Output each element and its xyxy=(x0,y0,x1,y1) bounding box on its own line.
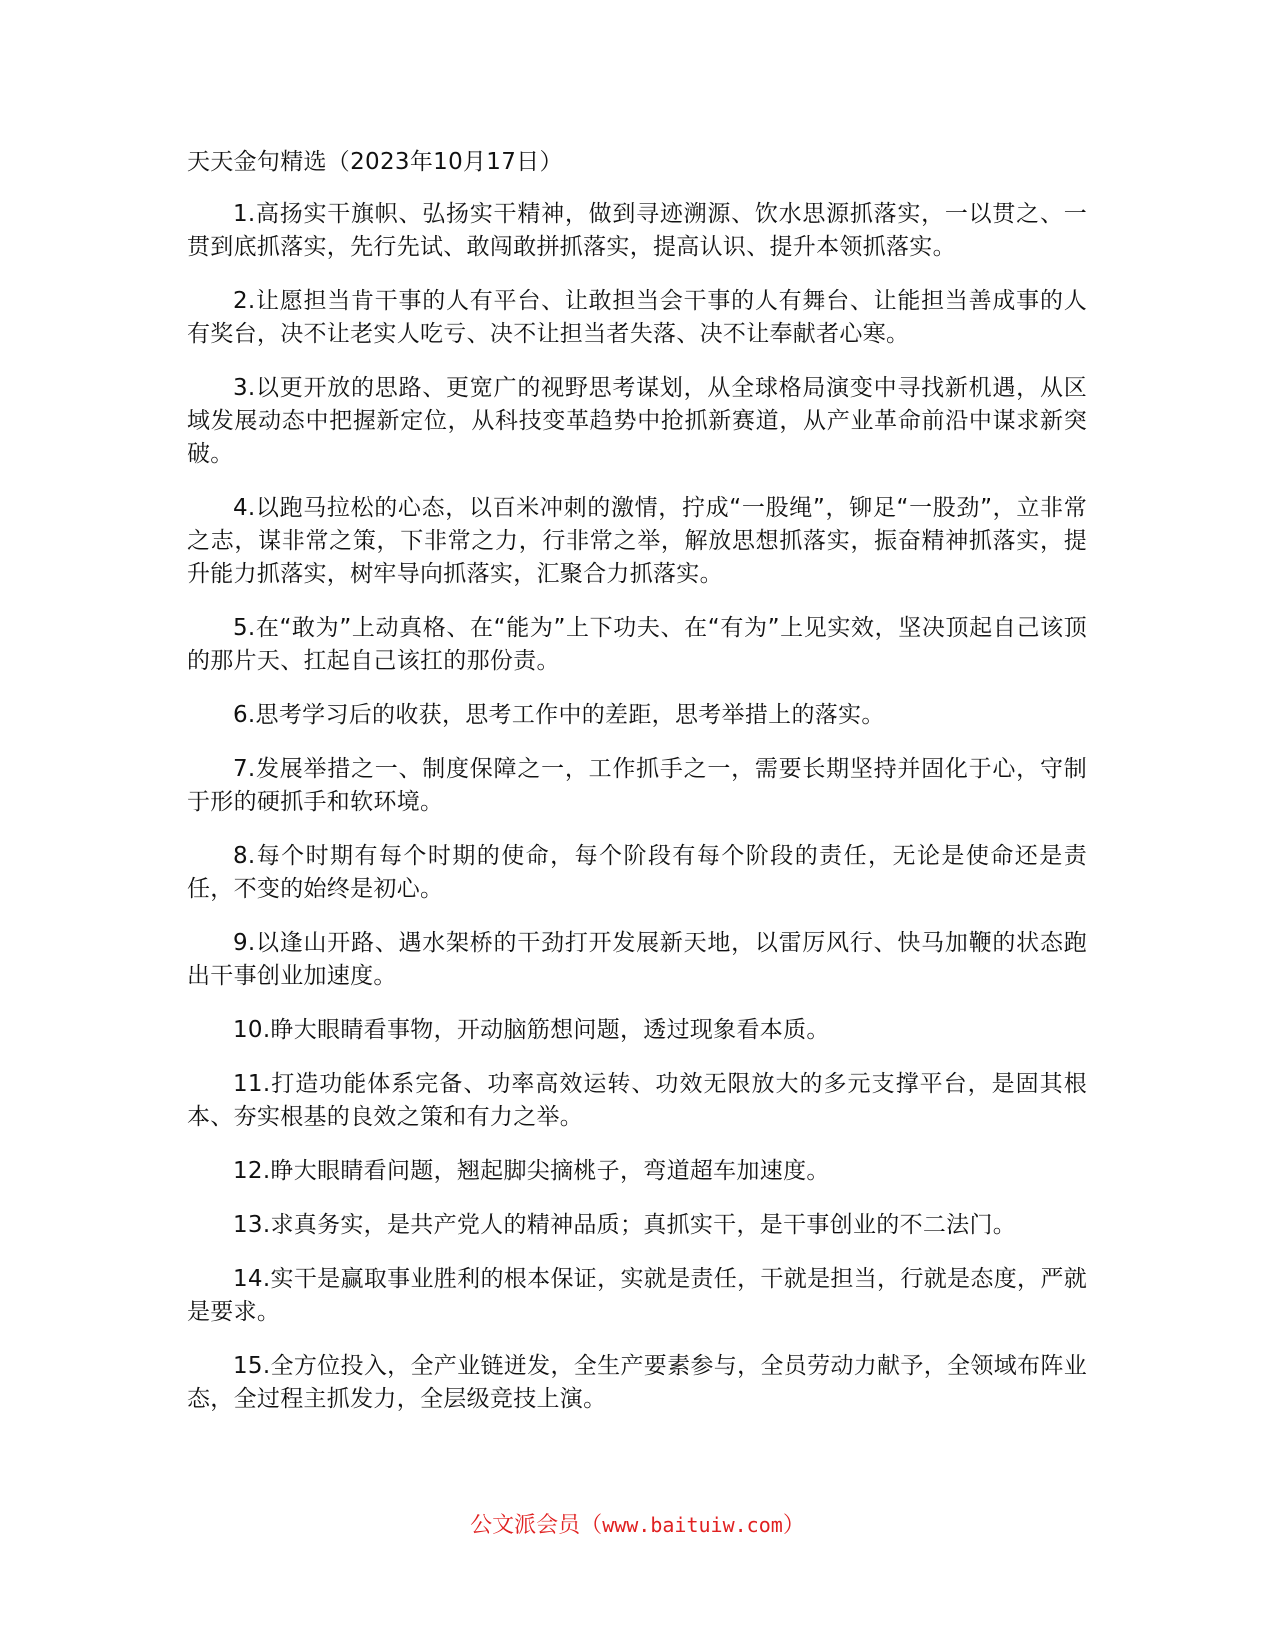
quote-item-8: 8.每个时期有每个时期的使命，每个阶段有每个阶段的责任，无论是使命还是责任，不变的始终是初心。 xyxy=(187,843,1087,902)
quote-item-14: 14.实干是赢取事业胜利的根本保证，实就是责任，干就是担当，行就是态度，严就是要求。 xyxy=(187,1266,1087,1325)
quote-item-13: 13.求真务实，是共产党人的精神品质；真抓实干，是干事创业的不二法门。 xyxy=(233,1212,1017,1238)
footer-close: ） xyxy=(782,1513,805,1538)
document-body xyxy=(187,145,1087,1437)
quote-item-10: 10.睁大眼睛看事物，开动脑筋想问题，透过现象看本质。 xyxy=(233,1017,830,1043)
footer-label: 公文派会员（ xyxy=(470,1513,603,1538)
quote-item-1: 1.高扬实干旗帜、弘扬实干精神，做到寻迹溯源、饮水思源抓落实，一以贯之、一贯到底抓落实，先行先试、敢闯敢拼抓落实，提高认识、提升本领抓落实。 xyxy=(187,201,1087,260)
quote-item-7: 7.发展举措之一、制度保障之一，工作抓手之一，需要长期坚持并固化于心，守制于形的硬抓手和软环境。 xyxy=(187,756,1087,815)
footer-watermark xyxy=(0,1510,1275,1541)
quote-item-15: 15.全方位投入，全产业链迸发，全生产要素参与，全员劳动力献予，全领域布阵业态，全过程主抓发力，全层级竞技上演。 xyxy=(187,1353,1087,1412)
quote-item-2: 2.让愿担当肯干事的人有平台、让敢担当会干事的人有舞台、让能担当善成事的人有奖台，决不让老实人吃亏、决不让担当者失落、决不让奉献者心寒。 xyxy=(187,288,1087,347)
quote-item-6: 6.思考学习后的收获，思考工作中的差距，思考举措上的落实。 xyxy=(233,702,885,728)
quote-item-11: 11.打造功能体系完备、功率高效运转、功效无限放大的多元支撑平台，是固其根本、夯实根基的良效之策和有力之举。 xyxy=(187,1071,1087,1130)
quote-item-4: 4.以跑马拉松的心态，以百米冲刺的激情，拧成“一股绳”，铆足“一股劲”，立非常之志，谋非常之策，下非常之力，行非常之举，解放思想抓落实，振奋精神抓落实，提升能力抓落实，树牢导向抓落实，汇聚合力抓落实。 xyxy=(187,495,1087,587)
footer-url-link[interactable]: www.baituiw.com xyxy=(602,1513,783,1537)
quote-item-3: 3.以更开放的思路、更宽广的视野思考谋划，从全球格局演变中寻找新机遇，从区域发展动态中把握新定位，从科技变革趋势中抢抓新赛道，从产业革命前沿中谋求新突破。 xyxy=(187,375,1087,467)
quote-item-5: 5.在“敢为”上动真格、在“能为”上下功夫、在“有为”上见实效，坚决顶起自己该顶的那片天、扛起自己该扛的那份责。 xyxy=(187,615,1087,674)
quote-item-9: 9.以逢山开路、遇水架桥的干劲打开发展新天地，以雷厉风行、快马加鞭的状态跑出干事创业加速度。 xyxy=(187,930,1087,989)
quote-item-12: 12.睁大眼睛看问题，翘起脚尖摘桃子，弯道超车加速度。 xyxy=(233,1158,830,1184)
document-title: 天天金句精选（2023年10月17日） xyxy=(187,149,563,175)
